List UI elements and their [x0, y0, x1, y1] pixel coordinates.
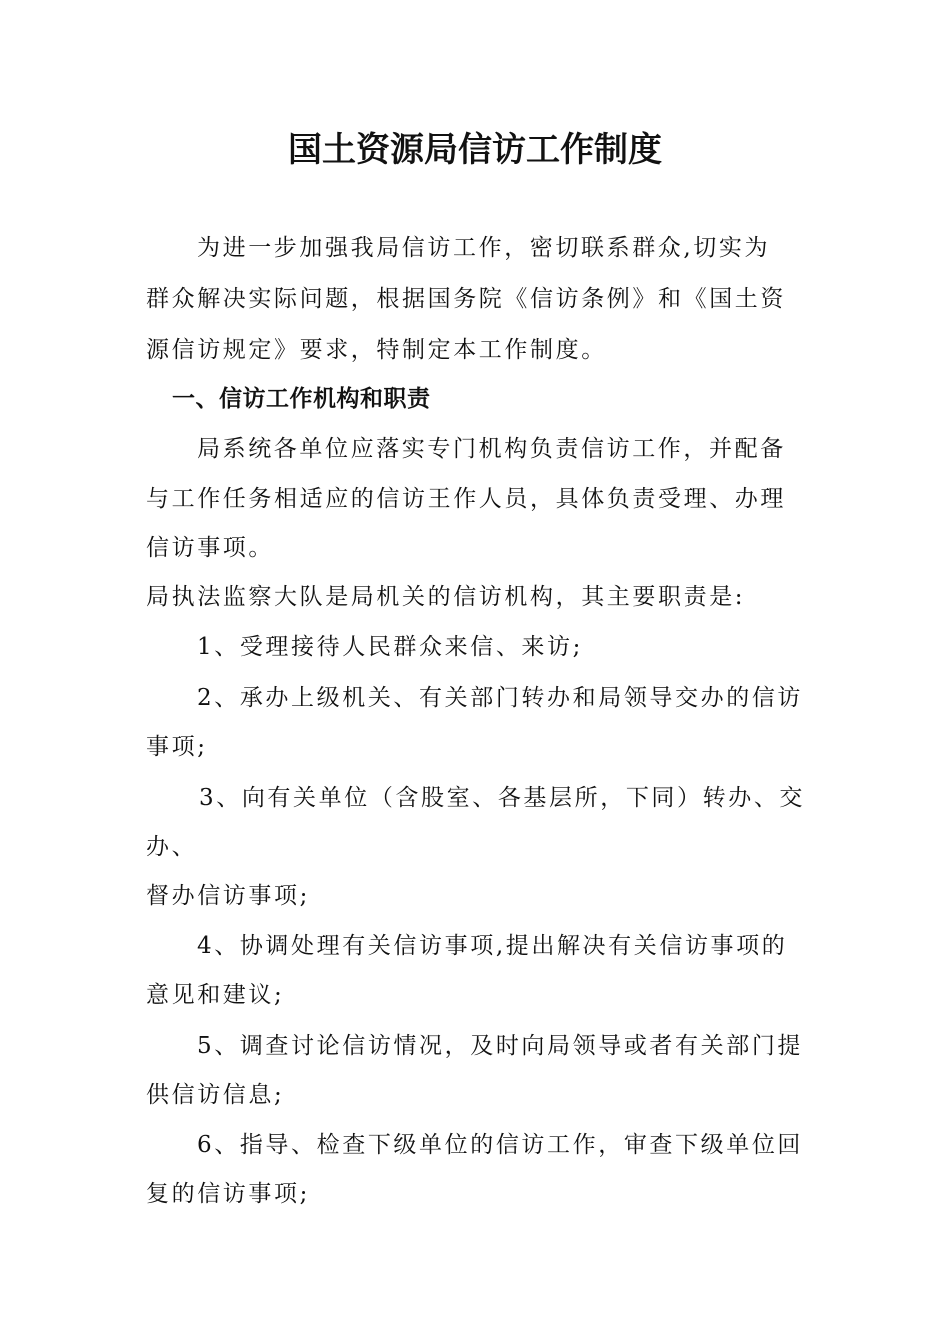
paragraph-line: 群众解决实际问题，根据国务院《信访条例》和《国土资 [146, 286, 786, 312]
list-item-continuation: 事项; [146, 734, 208, 760]
list-item: 1、受理接待人民群众来信、来访; [197, 634, 583, 660]
list-item: 6、指导、检查下级单位的信访工作，审查下级单位回 [197, 1132, 804, 1158]
paragraph-line: 局执法监察大队是局机关的信访机构，其主要职责是: [146, 584, 746, 610]
list-item-continuation: 督办信访事项; [146, 883, 310, 909]
list-item: 5、调查讨论信访情况，及时向局领导或者有关部门提 [197, 1033, 804, 1059]
list-item-continuation: 办、 [146, 834, 198, 860]
section-heading: 一、信访工作机构和职责 [172, 386, 431, 412]
paragraph-line: 为进一步加强我局信访工作，密切联系群众,切实为 [197, 235, 771, 261]
paragraph-line: 信访事项。 [146, 535, 274, 561]
list-item-continuation: 供信访信息; [146, 1082, 285, 1108]
paragraph-line: 局系统各单位应落实专门机构负责信访工作，并配备 [197, 436, 786, 462]
list-item-continuation: 复的信访事项; [146, 1181, 310, 1207]
document-title: 国土资源局信访工作制度 [288, 130, 662, 170]
list-item: 4、协调处理有关信访事项,提出解决有关信访事项的 [197, 933, 788, 959]
paragraph-line: 源信访规定》要求，特制定本工作制度。 [146, 337, 607, 363]
list-item: 2、承办上级机关、有关部门转办和局领导交办的信访 [197, 685, 804, 711]
list-item-continuation: 意见和建议; [146, 982, 285, 1008]
paragraph-line: 与工作任务相适应的信访王作人员，具体负责受理、办理 [146, 486, 786, 512]
list-item: 3、向有关单位（含股室、各基层所，下同）转办、交 [199, 785, 806, 811]
